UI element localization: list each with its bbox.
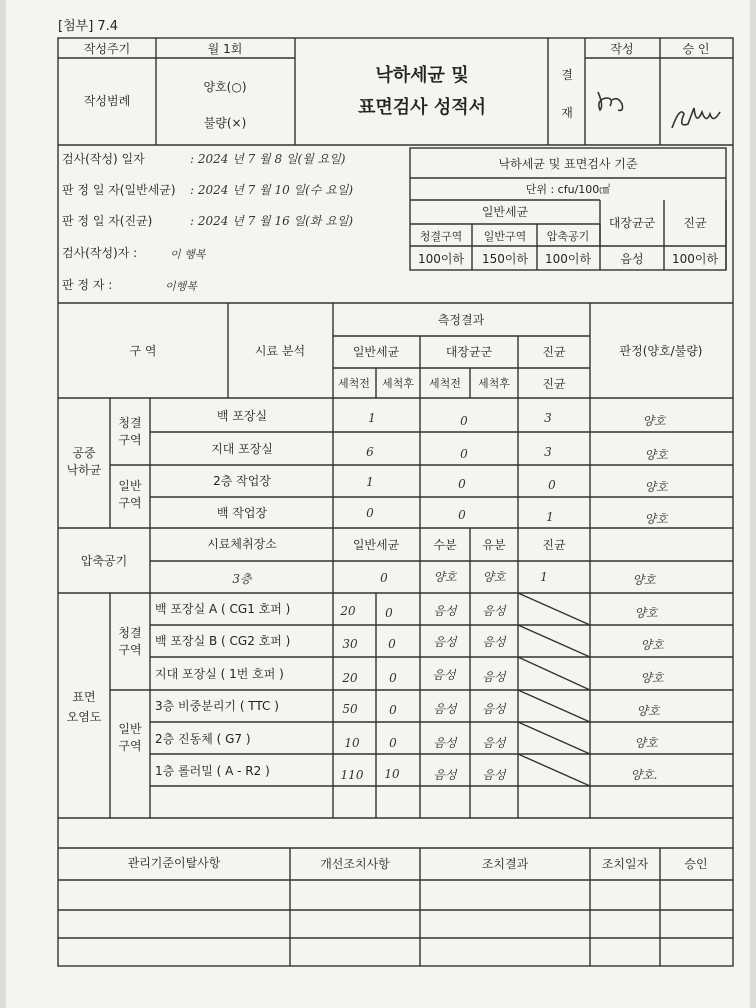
zone-header: 구 역 (129, 344, 157, 358)
location: 백 포장실 (216, 409, 268, 423)
criteria-general-header: 일반세균 (481, 205, 529, 219)
airborne-clean-2: 구역 (118, 433, 142, 447)
judge-date-fungi-label: 판 정 일 자(진균) (62, 214, 153, 228)
title-line2: 표면검사 성적서 (358, 97, 486, 118)
criteria-clean-zone: 청결구역 (419, 230, 463, 243)
coliform-after: 음성 (482, 702, 506, 716)
general-before: 10 (344, 736, 360, 750)
criteria-value-coliform: 음성 (620, 252, 644, 266)
criteria-unit: 단위 : cfu/100㎠ (525, 183, 611, 196)
location: 1층 롤러밀 ( A - R2 ) (155, 764, 270, 778)
inspection-date-label: 검사(작성) 일자 (62, 152, 145, 166)
title-line1: 낙하세균 및 (375, 65, 469, 86)
fungi-header: 진균 (542, 345, 566, 359)
after-wash-1: 세척후 (382, 377, 414, 390)
general-before: 110 (340, 768, 364, 782)
approver-signature (672, 108, 720, 128)
fungi-count: 3 (544, 411, 552, 425)
airborne-general-2: 구역 (118, 496, 142, 510)
air-moisture-header: 수분 (433, 538, 457, 552)
criteria-value-fungi: 100이하 (671, 252, 719, 266)
judgment: 양호 (644, 448, 668, 462)
criteria-value-air: 100이하 (544, 252, 592, 266)
surface-label-2: 오염도 (66, 710, 102, 724)
judgment-header: 판정(양호/불량) (619, 344, 703, 358)
air-fungi-header: 진균 (542, 538, 566, 552)
airborne-label-1: 공중 (72, 446, 96, 460)
coliform-after: 음성 (482, 768, 506, 782)
action-date-header: 조치일자 (601, 857, 649, 871)
before-wash-1: 세척전 (338, 377, 370, 390)
general-count: 0 (380, 571, 388, 585)
legend-good: 양호(○) (203, 80, 247, 94)
surface-clean-2: 구역 (118, 643, 142, 657)
cycle-value: 월 1회 (207, 42, 243, 56)
general-before: 20 (342, 671, 358, 685)
approver-label: 승 인 (682, 42, 710, 56)
judge-date-general-value: : 2024 년 7 월 10 일(수 요일) (190, 183, 354, 197)
general-count: 0 (366, 506, 374, 520)
judge-label: 판 정 자 : (62, 278, 113, 292)
oil: 양호 (482, 570, 506, 584)
coliform-before: 음성 (433, 736, 457, 750)
criteria-compressed-air: 압축공기 (546, 230, 590, 243)
coliform-before: 음성 (432, 668, 456, 682)
attachment-label: [첨부] 7.4 (58, 19, 119, 34)
location: 2층 진동체 ( G7 ) (155, 732, 251, 746)
writer-signature (598, 92, 623, 110)
general-before: 50 (342, 702, 358, 716)
coliform-before: 음성 (433, 635, 457, 649)
judgment: 양호. (630, 768, 658, 782)
action-result-header: 조치결과 (481, 857, 529, 871)
general-after: 0 (388, 637, 396, 651)
coliform-before: 음성 (433, 768, 457, 782)
criteria-general-zone: 일반구역 (483, 230, 527, 243)
surface-general-2: 구역 (118, 739, 142, 753)
general-after: 0 (385, 606, 393, 620)
criteria-value-clean: 100이하 (417, 252, 465, 266)
general-count: 1 (366, 475, 374, 489)
measurement-header: 측정결과 (437, 313, 485, 327)
compressed-air-label: 압축공기 (80, 554, 128, 568)
coliform-count: 0 (460, 414, 468, 428)
outer-border (58, 38, 733, 966)
surface-general-1: 일반 (118, 722, 142, 736)
coliform-after: 음성 (482, 604, 506, 618)
air-oil-header: 유분 (482, 538, 506, 552)
location: 3층 (232, 572, 252, 586)
before-wash-2: 세척전 (429, 377, 461, 390)
criteria-value-general: 150이하 (481, 252, 529, 266)
judgment: 양호 (634, 606, 658, 620)
general-count: 6 (366, 445, 374, 459)
judgment: 양호 (642, 414, 666, 428)
judgment: 양호 (636, 704, 660, 718)
after-wash-2: 세척후 (478, 377, 510, 390)
inspector-label: 검사(작성)자 : (62, 246, 138, 260)
general-before: 20 (340, 604, 356, 618)
coliform-count: 0 (458, 477, 466, 491)
coliform-before: 음성 (433, 702, 457, 716)
general-after: 0 (389, 703, 397, 717)
improvement-header: 개선조치사항 (320, 857, 390, 871)
fungi-subheader: 진균 (542, 377, 566, 391)
location: 백 작업장 (216, 506, 268, 520)
bottom-approval-header: 승인 (684, 857, 708, 871)
inspection-date-value: : 2024 년 7 월 8 일(월 요일) (190, 152, 346, 166)
judge-value: 이행복 (165, 280, 197, 293)
sampling-location-header: 시료체취장소 (207, 537, 277, 551)
deviation-header: 관리기준이탈사항 (127, 856, 221, 870)
coliform-count: 0 (458, 508, 466, 522)
writer-label: 작성 (610, 42, 634, 56)
general-count: 1 (368, 411, 376, 425)
airborne-label-2: 낙하균 (66, 463, 102, 477)
legend-bad: 불량(×) (203, 116, 247, 130)
judgment: 양호 (640, 671, 664, 685)
cycle-label: 작성주기 (83, 42, 131, 56)
location: 3층 비중분리기 ( TTC ) (155, 699, 279, 713)
fungi-count: 3 (544, 445, 552, 459)
air-general-header: 일반세균 (352, 538, 400, 552)
judge-date-fungi-value: : 2024 년 7 월 16 일(화 요일) (190, 214, 354, 228)
location: 백 포장실 A ( CG1 호퍼 ) (155, 602, 291, 616)
surface-clean-1: 청결 (118, 626, 142, 640)
sample-header: 시료 분석 (254, 344, 306, 358)
coliform-before: 음성 (433, 604, 457, 618)
airborne-general-1: 일반 (118, 479, 142, 493)
coliform-after: 음성 (482, 670, 506, 684)
legend-label: 작성범례 (83, 94, 131, 108)
coliform-after: 음성 (482, 635, 506, 649)
coliform-header: 대장균군 (445, 345, 493, 359)
fungi-count: 1 (540, 570, 548, 584)
location: 지대 포장실 ( 1번 호퍼 ) (155, 667, 284, 681)
judgment: 양호 (640, 638, 664, 652)
airborne-clean-1: 청결 (118, 416, 142, 430)
judgment: 양호 (644, 512, 668, 526)
judgment: 양호 (644, 480, 668, 494)
general-after: 10 (384, 767, 400, 781)
judgment: 양호 (632, 573, 656, 587)
criteria-title: 낙하세균 및 표면검사 기준 (498, 157, 638, 171)
judge-date-general-label: 판 정 일 자(일반세균) (62, 183, 176, 197)
surface-label-1: 표면 (72, 690, 96, 704)
location: 지대 포장실 (211, 442, 273, 456)
fungi-count: 1 (546, 510, 554, 524)
location: 2층 작업장 (213, 474, 271, 488)
approval-label-2: 재 (561, 106, 573, 120)
coliform-count: 0 (460, 447, 468, 461)
location: 백 포장실 B ( CG2 호퍼 ) (155, 634, 291, 648)
coliform-after: 음성 (482, 736, 506, 750)
approval-label-1: 결 (561, 68, 573, 82)
judgment: 양호 (634, 736, 658, 750)
fungi-count: 0 (548, 478, 556, 492)
criteria-fungi-header: 진균 (683, 216, 707, 230)
general-after: 0 (389, 671, 397, 685)
criteria-coliform-header: 대장균군 (608, 216, 656, 230)
general-before: 30 (342, 637, 358, 651)
general-bacteria-header: 일반세균 (352, 345, 400, 359)
inspector-value: 이 행복 (170, 248, 206, 261)
moisture: 양호 (433, 570, 457, 584)
general-after: 0 (389, 736, 397, 750)
